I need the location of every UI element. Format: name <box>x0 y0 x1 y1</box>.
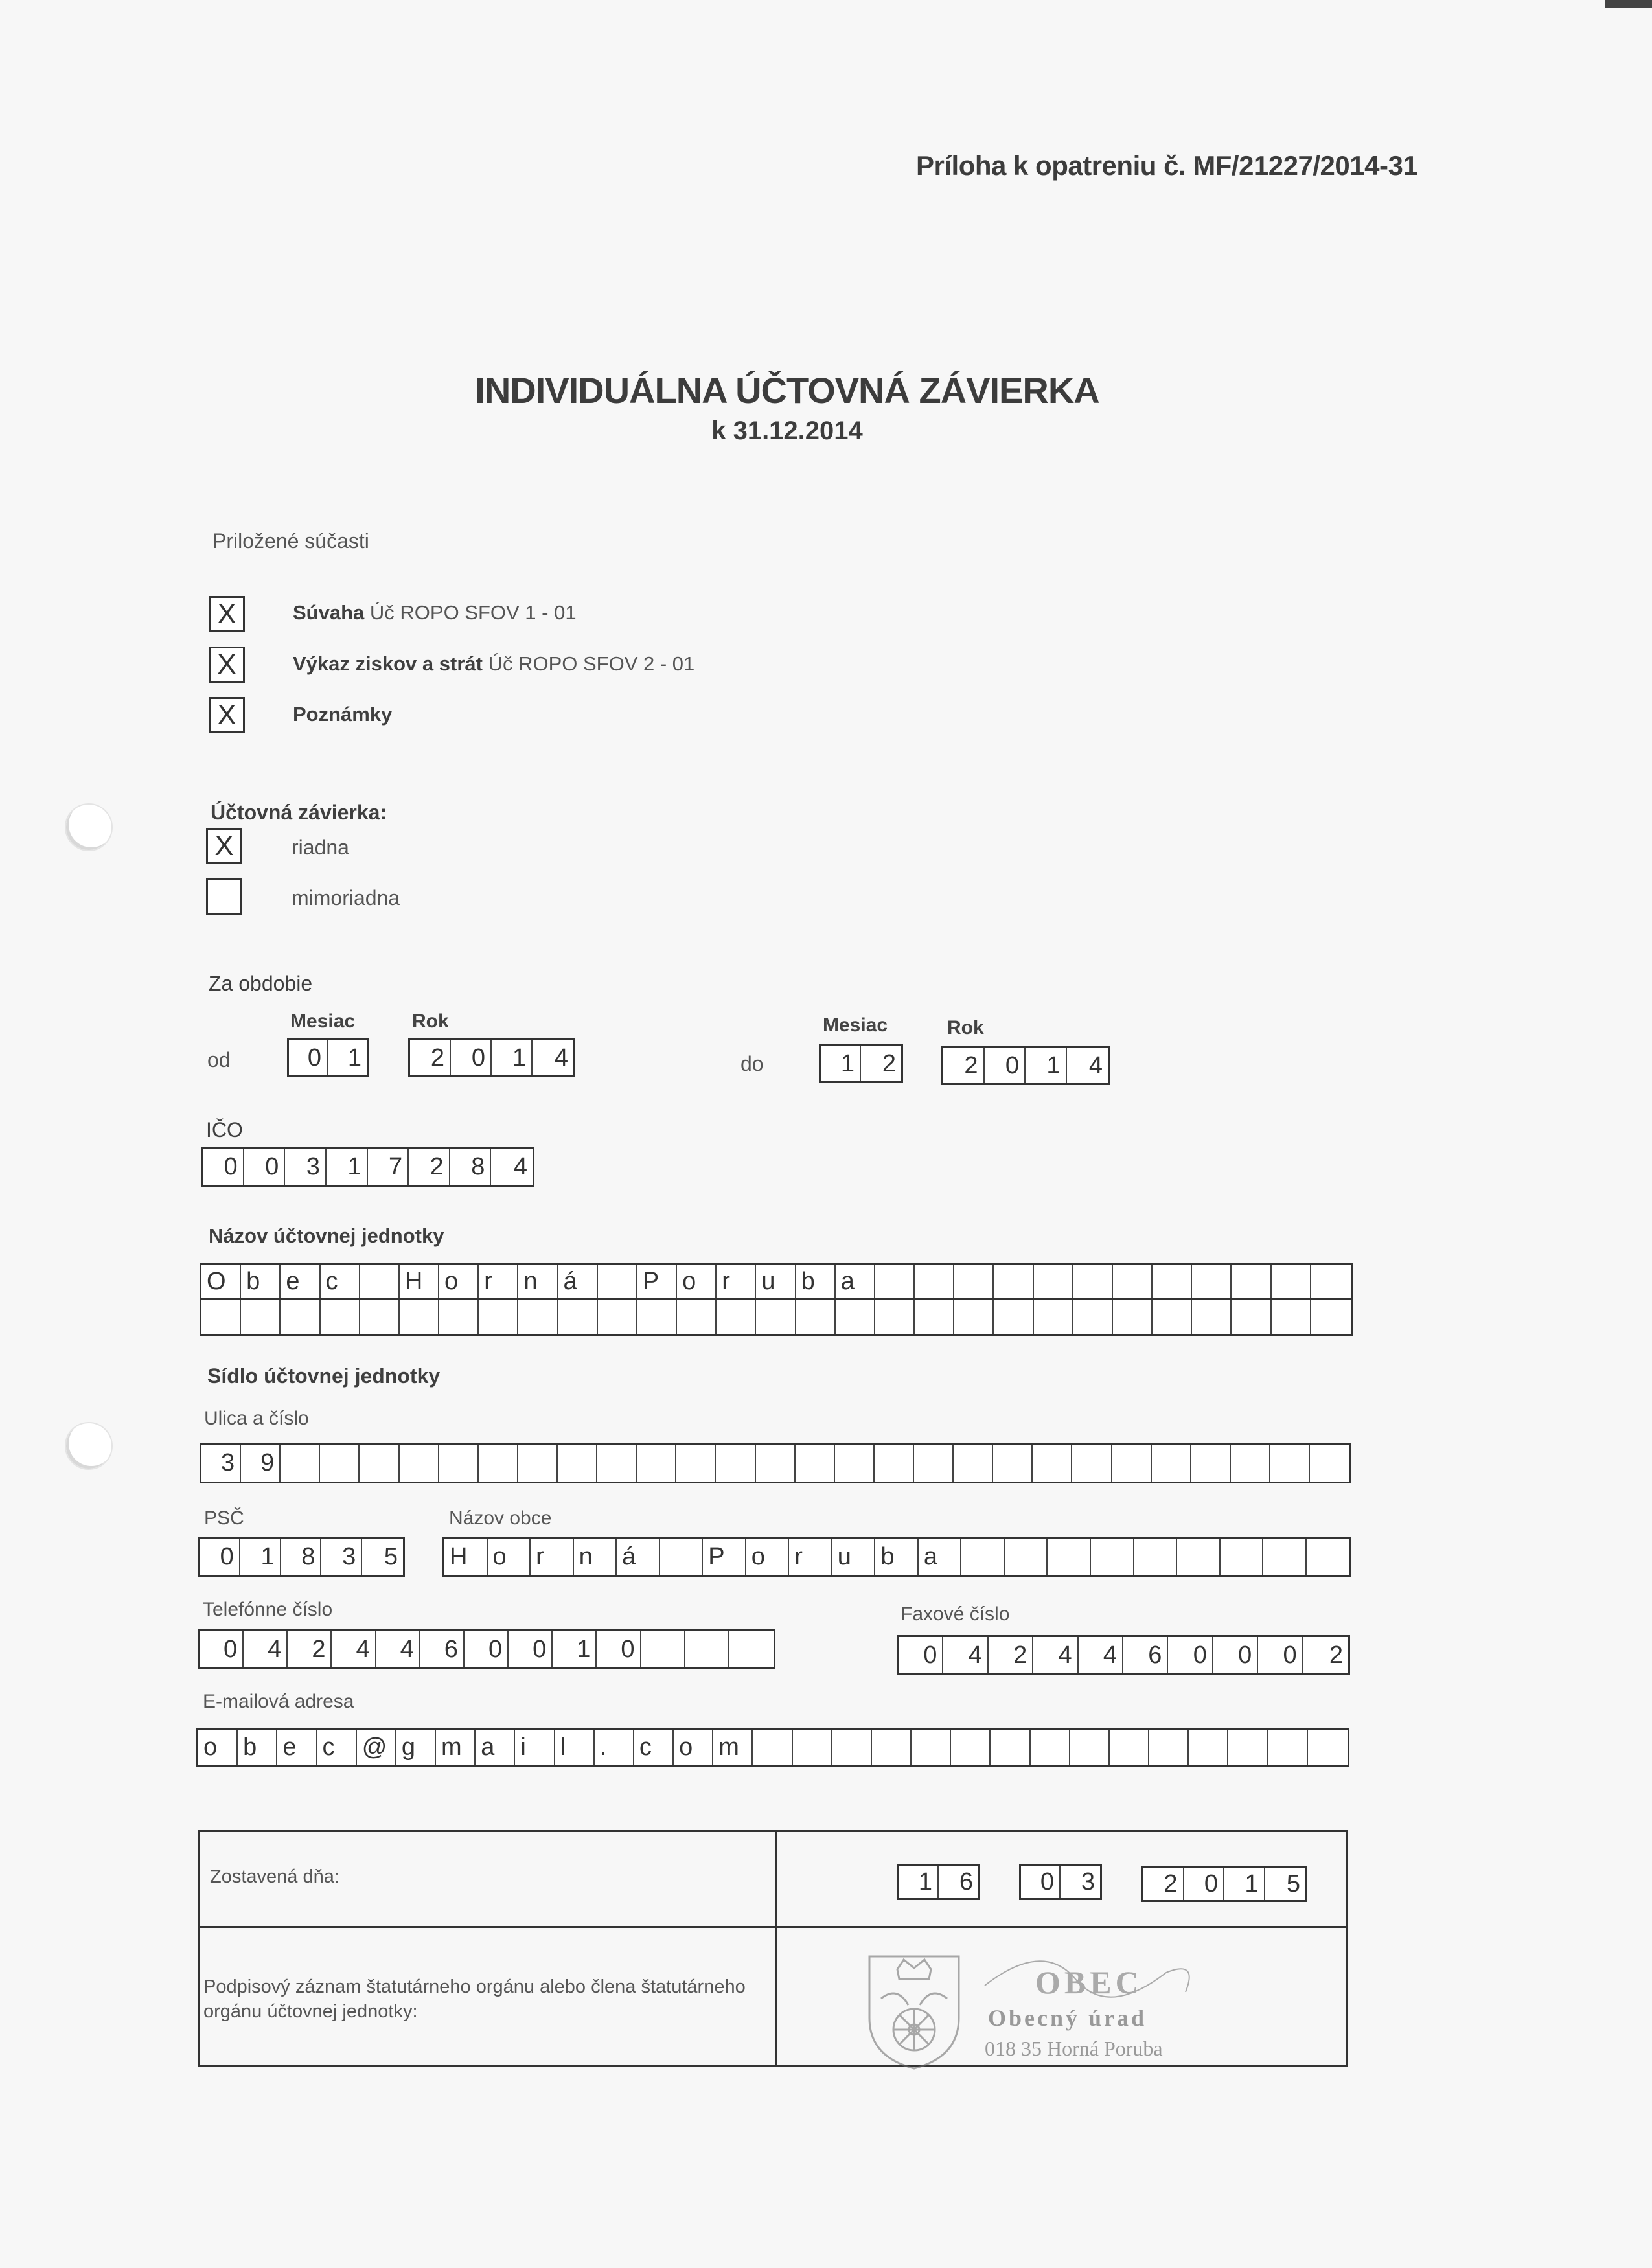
char-cell[interactable] <box>875 1300 915 1334</box>
char-cell[interactable] <box>1310 1445 1349 1482</box>
char-cell[interactable]: r <box>789 1539 832 1575</box>
char-cell[interactable]: 4 <box>244 1631 288 1667</box>
char-cell[interactable] <box>1073 1300 1113 1334</box>
char-cell[interactable] <box>1192 1265 1232 1298</box>
char-cell[interactable] <box>793 1730 832 1765</box>
char-cell[interactable]: g <box>396 1730 436 1765</box>
closing-regular-label: riadna <box>292 836 349 859</box>
char-cell[interactable]: 5 <box>384 1542 398 1570</box>
char-cell[interactable] <box>518 1300 558 1334</box>
char-cell[interactable]: H <box>444 1539 488 1575</box>
from-year-label: Rok <box>412 1011 449 1032</box>
char-cell[interactable]: b <box>241 1265 281 1298</box>
char-cell[interactable]: 0 <box>451 1040 492 1075</box>
char-cell[interactable] <box>915 1265 954 1298</box>
char-cell[interactable]: . <box>595 1730 634 1765</box>
char-cell[interactable] <box>685 1631 729 1667</box>
from-month-boxes[interactable] <box>287 1038 369 1077</box>
period-to-label: do <box>740 1052 764 1075</box>
stamp-line-1: OBEC <box>1035 1964 1143 2000</box>
street-boxes[interactable] <box>200 1443 1351 1483</box>
char-cell[interactable]: 0 <box>1184 1868 1225 1900</box>
char-cell[interactable]: P <box>637 1265 677 1298</box>
char-cell[interactable] <box>1263 1539 1307 1575</box>
closing-type-label: Účtovná závierka: <box>211 801 387 824</box>
char-cell[interactable]: c <box>317 1730 357 1765</box>
char-cell[interactable]: 1 <box>327 1149 368 1185</box>
char-cell[interactable] <box>875 1265 915 1298</box>
char-cell[interactable]: 1 <box>821 1046 861 1081</box>
attachment-notes <box>293 703 392 726</box>
char-cell[interactable]: 0 <box>203 1149 244 1185</box>
char-cell[interactable]: 0 <box>1213 1637 1258 1673</box>
char-cell[interactable] <box>1228 1730 1268 1765</box>
char-cell[interactable]: 2 <box>410 1040 451 1075</box>
char-cell[interactable] <box>954 1445 993 1482</box>
compiled-year-boxes[interactable] <box>1141 1866 1307 1902</box>
char-cell[interactable] <box>1191 1445 1231 1482</box>
char-cell[interactable] <box>479 1300 518 1334</box>
char-cell[interactable]: 0 <box>597 1631 641 1667</box>
char-cell[interactable]: 8 <box>281 1539 322 1575</box>
char-cell[interactable]: 1 <box>347 1044 361 1071</box>
to-year-boxes[interactable] <box>941 1046 1110 1085</box>
char-cell[interactable] <box>961 1539 1005 1575</box>
annex-reference: Príloha k opatreniu č. MF/21227/2014-31 <box>916 150 1418 181</box>
char-cell[interactable]: c <box>321 1265 360 1298</box>
char-cell[interactable] <box>281 1300 320 1334</box>
to-year-label: Rok <box>947 1017 984 1038</box>
char-cell[interactable]: o <box>439 1265 479 1298</box>
scan-edge-mark <box>1605 0 1652 8</box>
email-boxes[interactable] <box>196 1728 1349 1767</box>
char-cell[interactable]: 4 <box>332 1631 376 1667</box>
char-cell[interactable] <box>677 1300 717 1334</box>
street-label: Ulica a číslo <box>204 1408 309 1429</box>
char-cell[interactable]: b <box>875 1539 919 1575</box>
unit-name-row-2[interactable] <box>200 1298 1353 1336</box>
char-cell[interactable] <box>320 1445 360 1482</box>
char-cell[interactable]: 9 <box>241 1445 281 1482</box>
char-cell[interactable] <box>832 1730 872 1765</box>
signature-label-line-2: orgánu účtovnej jednotky: <box>203 2001 418 2022</box>
char-cell[interactable]: 4 <box>554 1044 568 1071</box>
char-cell[interactable] <box>439 1445 479 1482</box>
char-cell[interactable]: m <box>713 1730 753 1765</box>
char-cell[interactable] <box>1110 1730 1149 1765</box>
page-subtitle: k 31.12.2014 <box>711 417 863 445</box>
char-cell[interactable]: 4 <box>376 1631 420 1667</box>
char-cell[interactable]: 6 <box>420 1631 465 1667</box>
char-cell[interactable]: 0 <box>200 1539 240 1575</box>
char-cell[interactable]: e <box>281 1265 320 1298</box>
char-cell[interactable]: 3 <box>285 1149 327 1185</box>
char-cell[interactable] <box>1308 1730 1348 1765</box>
char-cell[interactable] <box>915 1300 954 1334</box>
attachment-balance-sheet-code: Úč ROPO SFOV 1 - 01 <box>364 601 577 624</box>
char-cell[interactable] <box>598 1265 637 1298</box>
char-cell[interactable]: 0 <box>1168 1637 1213 1673</box>
char-cell[interactable]: 5 <box>1286 1870 1300 1897</box>
char-cell[interactable] <box>1033 1445 1072 1482</box>
char-cell[interactable]: 3 <box>201 1445 241 1482</box>
char-cell[interactable] <box>716 1445 755 1482</box>
char-cell[interactable]: a <box>836 1265 875 1298</box>
char-cell[interactable] <box>1192 1300 1232 1334</box>
attachment-profit-loss <box>293 652 694 676</box>
char-cell[interactable] <box>558 1445 597 1482</box>
char-cell[interactable]: 0 <box>985 1048 1026 1083</box>
char-cell[interactable] <box>756 1300 796 1334</box>
char-cell[interactable] <box>796 1445 835 1482</box>
char-cell[interactable] <box>201 1300 241 1334</box>
char-cell[interactable] <box>912 1730 951 1765</box>
char-cell[interactable]: 4 <box>1079 1637 1123 1673</box>
char-cell[interactable] <box>994 1300 1033 1334</box>
char-cell[interactable] <box>1005 1539 1048 1575</box>
char-cell[interactable] <box>1034 1265 1073 1298</box>
char-cell[interactable] <box>400 1300 439 1334</box>
char-cell[interactable] <box>241 1300 281 1334</box>
char-cell[interactable]: á <box>558 1265 598 1298</box>
char-cell[interactable] <box>1152 1445 1191 1482</box>
char-cell[interactable] <box>1072 1445 1112 1482</box>
char-cell[interactable] <box>360 1265 400 1298</box>
char-cell[interactable]: u <box>756 1265 796 1298</box>
char-cell[interactable]: b <box>238 1730 277 1765</box>
char-cell[interactable]: 2 <box>989 1637 1033 1673</box>
closing-extraordinary-label: mimoriadna <box>292 886 400 910</box>
char-cell[interactable] <box>835 1445 875 1482</box>
char-cell[interactable] <box>1153 1265 1192 1298</box>
char-cell[interactable] <box>321 1300 360 1334</box>
char-cell[interactable]: @ <box>357 1730 396 1765</box>
checkbox-extraordinary[interactable] <box>206 878 242 915</box>
stamp-line-3: 018 35 Horná Poruba <box>985 2037 1163 2060</box>
seat-label: Sídlo účtovnej jednotky <box>207 1364 441 1388</box>
char-cell[interactable] <box>1307 1539 1350 1575</box>
fax-label: Faxové číslo <box>901 1603 1010 1625</box>
checkbox-notes[interactable]: X <box>209 697 245 733</box>
char-cell[interactable] <box>1311 1300 1351 1334</box>
punch-hole-top <box>65 803 113 851</box>
char-cell[interactable] <box>796 1300 836 1334</box>
char-cell[interactable]: r <box>479 1265 518 1298</box>
char-cell[interactable] <box>1113 1300 1153 1334</box>
char-cell[interactable]: l <box>555 1730 595 1765</box>
char-cell[interactable] <box>1112 1445 1152 1482</box>
char-cell[interactable] <box>637 1300 677 1334</box>
char-cell[interactable]: 1 <box>1224 1868 1265 1900</box>
char-cell[interactable] <box>1232 1300 1271 1334</box>
attachment-notes-bold: Poznámky <box>293 703 393 726</box>
char-cell[interactable]: o <box>677 1265 717 1298</box>
char-cell[interactable] <box>993 1445 1033 1482</box>
char-cell[interactable]: 6 <box>1123 1637 1168 1673</box>
table-column-divider <box>775 1832 777 2065</box>
char-cell[interactable]: n <box>518 1265 558 1298</box>
compiled-month-boxes[interactable] <box>1019 1864 1102 1900</box>
attachment-balance-sheet <box>293 601 577 624</box>
from-month-label: Mesiac <box>290 1011 356 1032</box>
char-cell[interactable] <box>1091 1539 1134 1575</box>
char-cell[interactable]: 0 <box>509 1631 553 1667</box>
char-cell[interactable]: b <box>796 1265 836 1298</box>
town-boxes[interactable] <box>442 1537 1351 1577</box>
psc-label: PSČ <box>204 1507 244 1529</box>
char-cell[interactable]: 8 <box>450 1149 492 1185</box>
char-cell[interactable]: 6 <box>959 1868 973 1896</box>
char-cell[interactable] <box>1073 1265 1113 1298</box>
attachment-balance-sheet-bold: Súvaha <box>293 601 365 624</box>
char-cell[interactable]: 1 <box>899 1866 939 1898</box>
char-cell[interactable]: 0 <box>465 1631 509 1667</box>
char-cell[interactable] <box>756 1445 796 1482</box>
char-cell[interactable]: 4 <box>1033 1637 1078 1673</box>
compiled-day-boxes[interactable] <box>897 1864 980 1900</box>
char-cell[interactable] <box>1034 1300 1073 1334</box>
page-title: INDIVIDUÁLNA ÚČTOVNÁ ZÁVIERKA <box>475 370 1099 411</box>
punch-hole-bottom <box>65 1422 113 1470</box>
char-cell[interactable]: o <box>488 1539 531 1575</box>
char-cell[interactable] <box>1270 1445 1310 1482</box>
stamp-line-2: Obecný úrad <box>988 2005 1147 2031</box>
char-cell[interactable] <box>641 1631 685 1667</box>
char-cell[interactable] <box>1153 1300 1192 1334</box>
char-cell[interactable] <box>597 1445 637 1482</box>
char-cell[interactable]: 0 <box>244 1149 286 1185</box>
char-cell[interactable] <box>1048 1539 1091 1575</box>
char-cell[interactable]: 1 <box>1026 1048 1067 1083</box>
town-label: Názov obce <box>449 1507 552 1529</box>
char-cell[interactable]: o <box>198 1730 238 1765</box>
char-cell[interactable] <box>1070 1730 1110 1765</box>
checkbox-profit-loss[interactable]: X <box>209 647 245 683</box>
char-cell[interactable]: 2 <box>288 1631 332 1667</box>
char-cell[interactable]: i <box>515 1730 555 1765</box>
char-cell[interactable] <box>1232 1265 1271 1298</box>
phone-boxes[interactable] <box>198 1629 775 1669</box>
char-cell[interactable] <box>1221 1539 1264 1575</box>
checkbox-regular[interactable]: X <box>206 828 242 864</box>
char-cell[interactable] <box>954 1300 994 1334</box>
char-cell[interactable]: á <box>617 1539 660 1575</box>
char-cell[interactable]: 2 <box>1143 1868 1184 1900</box>
char-cell[interactable] <box>717 1300 756 1334</box>
char-cell[interactable]: 2 <box>943 1048 985 1083</box>
char-cell[interactable] <box>281 1445 320 1482</box>
psc-boxes[interactable] <box>198 1537 405 1577</box>
char-cell[interactable] <box>1272 1265 1311 1298</box>
char-cell[interactable] <box>598 1300 637 1334</box>
coat-of-arms-icon <box>869 1956 959 2068</box>
char-cell[interactable] <box>954 1265 994 1298</box>
char-cell[interactable]: c <box>634 1730 674 1765</box>
attachment-profit-loss-code: Úč ROPO SFOV 2 - 01 <box>482 652 695 675</box>
char-cell[interactable] <box>1149 1730 1189 1765</box>
unit-name-row-1[interactable] <box>200 1263 1353 1300</box>
signature-label <box>203 1975 746 2024</box>
to-month-label: Mesiac <box>823 1014 888 1036</box>
attachments-label: Priložené súčasti <box>212 529 369 553</box>
char-cell[interactable] <box>991 1730 1030 1765</box>
char-cell[interactable]: 1 <box>492 1040 533 1075</box>
char-cell[interactable] <box>558 1300 598 1334</box>
char-cell[interactable] <box>753 1730 792 1765</box>
char-cell[interactable]: 4 <box>943 1637 988 1673</box>
char-cell[interactable]: r <box>531 1539 574 1575</box>
char-cell[interactable]: P <box>703 1539 746 1575</box>
char-cell[interactable]: a <box>919 1539 962 1575</box>
char-cell[interactable]: u <box>832 1539 876 1575</box>
attachment-profit-loss-bold: Výkaz ziskov a strát <box>293 652 483 675</box>
period-from-label: od <box>207 1048 231 1071</box>
from-year-boxes[interactable] <box>408 1038 575 1077</box>
char-cell[interactable] <box>660 1539 704 1575</box>
char-cell[interactable]: 0 <box>1021 1866 1061 1898</box>
char-cell[interactable]: o <box>746 1539 790 1575</box>
char-cell[interactable] <box>676 1445 716 1482</box>
char-cell[interactable]: 7 <box>368 1149 409 1185</box>
char-cell[interactable]: 1 <box>240 1539 281 1575</box>
char-cell[interactable] <box>994 1265 1033 1298</box>
ico-boxes[interactable] <box>201 1147 534 1187</box>
char-cell[interactable] <box>1113 1265 1153 1298</box>
char-cell[interactable]: 0 <box>289 1040 328 1075</box>
char-cell[interactable] <box>872 1730 912 1765</box>
char-cell[interactable]: m <box>436 1730 476 1765</box>
char-cell[interactable]: 0 <box>1258 1637 1303 1673</box>
char-cell[interactable] <box>360 1445 399 1482</box>
char-cell[interactable] <box>914 1445 954 1482</box>
char-cell[interactable] <box>836 1300 875 1334</box>
to-month-boxes[interactable] <box>819 1044 903 1083</box>
char-cell[interactable] <box>1231 1445 1270 1482</box>
char-cell[interactable]: e <box>277 1730 317 1765</box>
char-cell[interactable] <box>479 1445 518 1482</box>
char-cell[interactable]: 2 <box>1329 1641 1344 1669</box>
checkbox-balance-sheet[interactable]: X <box>209 596 245 632</box>
phone-label: Telefónne číslo <box>203 1599 333 1620</box>
char-cell[interactable]: a <box>476 1730 515 1765</box>
char-cell[interactable] <box>1272 1300 1311 1334</box>
char-cell[interactable] <box>1177 1539 1221 1575</box>
char-cell[interactable]: n <box>574 1539 617 1575</box>
char-cell[interactable] <box>360 1300 400 1334</box>
official-stamp <box>862 1947 1211 2070</box>
char-cell[interactable] <box>439 1300 479 1334</box>
char-cell[interactable] <box>1311 1265 1351 1298</box>
char-cell[interactable]: 4 <box>1088 1051 1103 1079</box>
char-cell[interactable] <box>637 1445 676 1482</box>
char-cell[interactable] <box>400 1445 439 1482</box>
char-cell[interactable]: 2 <box>882 1049 896 1077</box>
char-cell[interactable] <box>1134 1539 1178 1575</box>
char-cell[interactable] <box>875 1445 914 1482</box>
char-cell[interactable]: 1 <box>553 1631 597 1667</box>
unit-name-label: Názov účtovnej jednotky <box>209 1224 444 1247</box>
char-cell[interactable]: 3 <box>321 1539 362 1575</box>
char-cell[interactable] <box>1268 1730 1308 1765</box>
char-cell[interactable]: O <box>201 1265 241 1298</box>
period-label: Za obdobie <box>209 972 313 995</box>
char-cell[interactable] <box>951 1730 991 1765</box>
ico-label: IČO <box>206 1118 243 1141</box>
fax-boxes[interactable] <box>897 1635 1350 1675</box>
char-cell[interactable]: 4 <box>513 1152 527 1180</box>
char-cell[interactable]: 0 <box>200 1631 244 1667</box>
table-row-divider <box>200 1926 1346 1928</box>
email-label: E-mailová adresa <box>203 1691 354 1712</box>
char-cell[interactable]: 3 <box>1081 1868 1095 1896</box>
char-cell[interactable] <box>729 1631 774 1667</box>
char-cell[interactable]: 2 <box>409 1149 450 1185</box>
char-cell[interactable]: H <box>400 1265 439 1298</box>
char-cell[interactable]: r <box>717 1265 756 1298</box>
char-cell[interactable] <box>1189 1730 1228 1765</box>
char-cell[interactable] <box>1031 1730 1070 1765</box>
char-cell[interactable]: o <box>674 1730 713 1765</box>
char-cell[interactable] <box>518 1445 558 1482</box>
signature-label-line-1: Podpisový záznam štatutárneho orgánu alebo člena štatutárneho <box>203 1976 746 1997</box>
compiled-date-label: Zostavená dňa: <box>210 1866 339 1887</box>
char-cell[interactable]: 0 <box>899 1637 943 1673</box>
